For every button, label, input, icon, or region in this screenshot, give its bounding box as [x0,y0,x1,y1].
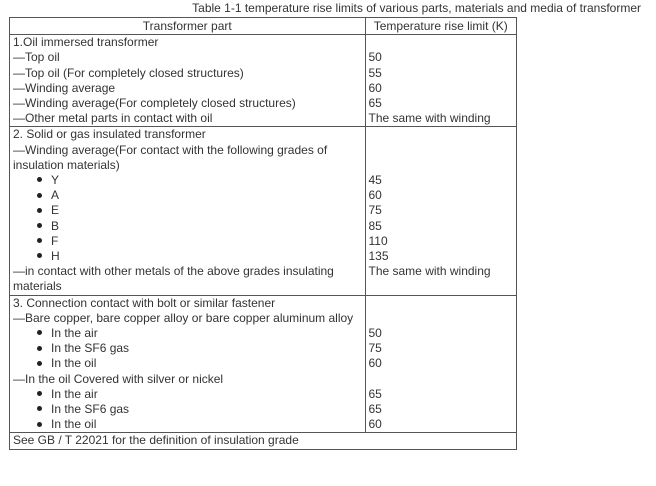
section2-title: 2. Solid or gas insulated transformer [13,127,206,142]
section3-group2-label: —In the oil Covered with silver or nickel [13,371,224,386]
grade-value: 45 [368,172,382,187]
grade-label: E [51,203,60,218]
grade-item [13,234,365,249]
condition-item [13,387,365,402]
bullet-icon [37,223,42,228]
condition-value: 60 [368,417,382,432]
grade-value: 135 [368,249,389,263]
grade-item [13,173,365,188]
section2-parts [10,127,366,295]
section-bolt-connection [10,295,517,433]
section1-parts [10,35,366,127]
bullet-icon [37,208,42,213]
section1-item-value: 60 [368,80,382,95]
section2-other-value: The same with winding [368,264,491,279]
section-solid-gas-insulated [10,127,517,295]
bullet-icon [37,238,42,243]
section1-item-label: —Winding average(For completely closed structures) [13,96,296,111]
condition-label: In the SF6 gas [51,341,130,356]
condition-value: 65 [368,386,382,401]
section1-item-label: —Winding average [13,80,116,95]
section1-limits [365,35,517,127]
section3-parts [10,295,366,433]
bullet-icon [37,193,42,198]
bullet-icon [37,330,42,335]
section3-title: 3. Connection contact with bolt or similar fastener [13,295,276,310]
section-oil-immersed [10,35,517,127]
table-footnote: See GB / T 22021 for the definition of insulation grade [10,433,517,449]
grade-item [13,219,365,234]
grade-label: F [51,233,59,248]
section1-item-label: —Top oil (For completely closed structures) [13,65,244,80]
bullet-icon [37,346,42,351]
grade-item [13,203,365,218]
header-temperature-limit: Temperature rise limit (K) [365,18,517,35]
condition-item [13,417,365,432]
condition-label: In the oil [51,356,97,371]
bullet-icon [37,177,42,182]
section3-group1-label: —Bare copper, bare copper alloy or bare copper aluminum alloy [13,310,354,325]
grade-value: 75 [368,203,382,218]
grade-label: A [51,188,60,203]
condition-item [13,356,365,371]
section1-item-label: —Top oil [13,50,60,65]
condition-label: In the air [51,326,98,341]
condition-item [13,326,365,341]
condition-label: In the SF6 gas [51,402,130,417]
condition-value: 60 [368,356,382,371]
table-footer-row [10,433,517,449]
section1-item-value: 55 [368,65,382,80]
condition-label: In the oil [51,417,97,432]
section1-title: 1.Oil immersed transformer [13,35,159,50]
section1-item-label: —Other metal parts in contact with oil [13,111,213,126]
grade-label: B [51,218,60,233]
bullet-icon [37,406,42,411]
bullet-icon [37,422,42,427]
condition-item [13,341,365,356]
section1-item-value: 50 [368,50,382,65]
grade-value: 85 [368,218,382,233]
condition-label: In the air [51,386,98,401]
condition-item [13,402,365,417]
section2-intro: —Winding average(For contact with the following grades of insulation materials) [13,142,328,172]
grade-value: 110 [368,233,388,248]
grade-item [13,249,365,264]
bullet-icon [37,253,42,258]
section3-limits [365,295,517,433]
section2-other: —in contact with other metals of the above grades insulating materials [13,264,334,294]
table-header-row [10,18,517,35]
table-caption: Table 1-1 temperature rise limits of various parts, materials and media of transformer [192,1,641,15]
condition-value: 50 [368,326,382,341]
grade-label: H [51,249,60,264]
grade-label: Y [51,173,60,188]
condition-value: 75 [368,341,382,356]
bullet-icon [37,361,42,366]
grade-item [13,188,365,203]
section1-item-value: The same with winding [368,111,491,126]
header-transformer-part: Transformer part [10,18,366,35]
condition-value: 65 [368,402,382,417]
section2-limits [365,127,517,295]
bullet-icon [37,391,42,396]
section1-item-value: 65 [368,96,382,110]
grade-value: 60 [368,188,382,203]
temperature-rise-table [9,17,517,450]
